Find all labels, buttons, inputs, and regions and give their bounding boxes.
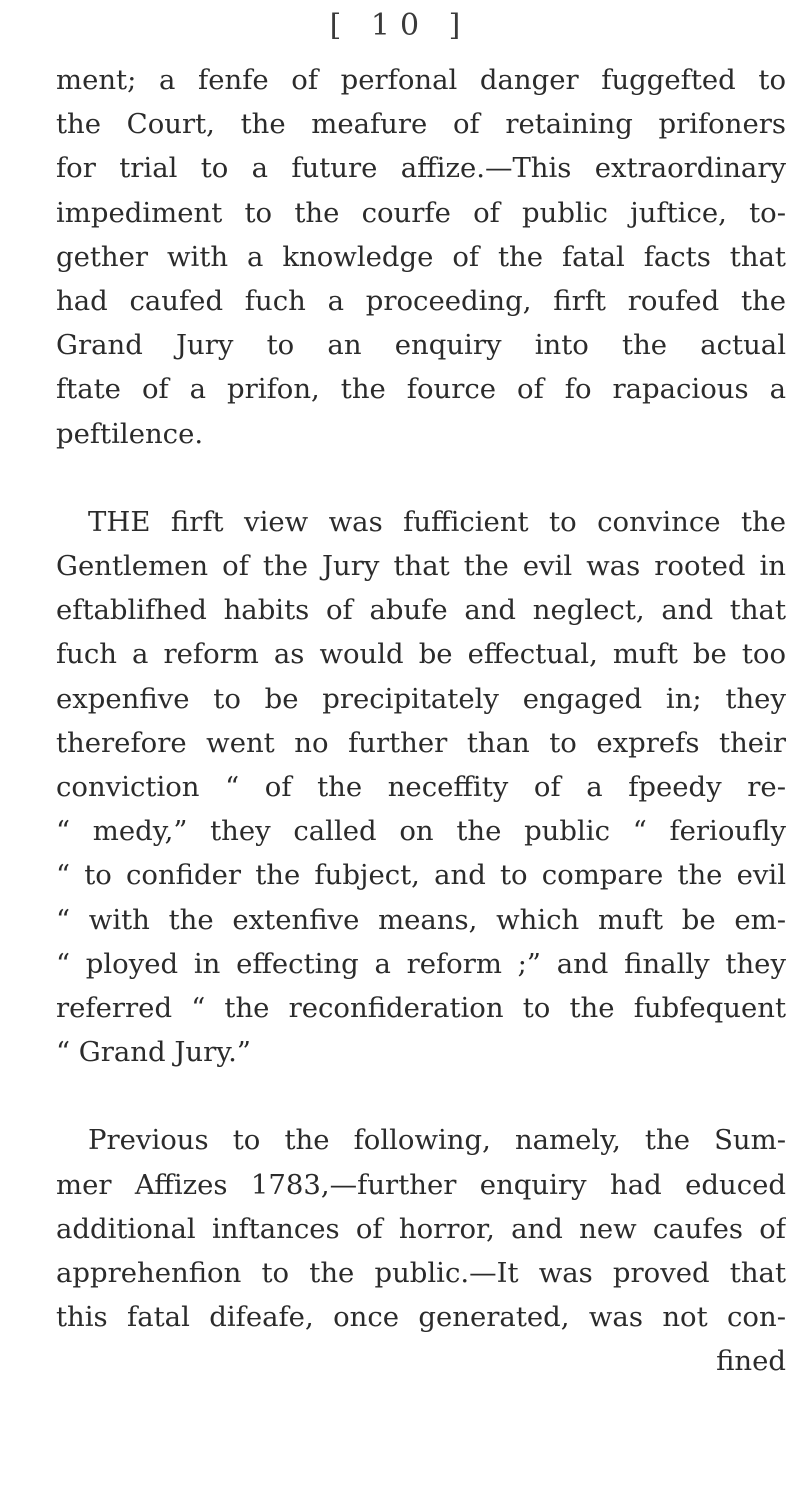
page-number: [ 10 ]	[329, 8, 471, 43]
body-text	[56, 58, 786, 1384]
text-line: expenfive to be precipitately engaged in; they	[56, 682, 786, 715]
text-line: ftate of a prifon, the fource of fo rapacious a	[56, 373, 786, 406]
text-line: had caufed fuch a proceeding, firft roufed the	[56, 285, 786, 318]
text-line: Gentlemen of the Jury that the evil was rooted in	[56, 550, 786, 583]
paragraph-2	[56, 500, 786, 1075]
text-line: gether with a knowledge of the fatal facts that	[56, 240, 786, 273]
text-line: “ Grand Jury.”	[56, 1036, 251, 1069]
text-line: eftablifhed habits of abufe and neglect, and that	[56, 594, 786, 627]
paragraph-1	[56, 58, 786, 456]
text-line: ment; a fenfe of perfonal danger fuggefted to	[56, 64, 786, 96]
text-line: for trial to a future affize.—This extraordinary	[56, 152, 786, 185]
text-line: “ medy,” they called on the public “ ferioufly	[56, 815, 786, 848]
text-line: conviction “ of the neceffity of a fpeedy re-	[56, 771, 786, 804]
text-line: THE firft view was fufficient to convince the	[88, 505, 786, 538]
text-line: fuch a reform as would be effectual, muft be too	[56, 638, 786, 671]
text-line: Previous to the following, namely, the Sum-	[88, 1124, 786, 1157]
text-line: Grand Jury to an enquiry into the actual	[56, 329, 786, 362]
text-line: impediment to the courfe of public juftice, to-	[56, 196, 786, 229]
text-line: mer Affizes 1783,—further enquiry had educed	[56, 1168, 786, 1201]
text-line: this fatal difeafe, once generated, was not con-	[56, 1301, 786, 1334]
text-line: peftilence.	[56, 417, 204, 450]
paragraph-spacer	[56, 1074, 786, 1118]
text-line: referred “ the reconfideration to the fubfequent	[56, 992, 786, 1025]
text-line: apprehenfion to the public.—It was proved that	[56, 1257, 786, 1290]
text-line: the Court, the meafure of retaining prifoners	[56, 108, 786, 141]
text-line: “ ployed in effecting a reform ;” and finally they	[56, 947, 786, 980]
text-line: “ with the extenfive means, which muft be em-	[56, 903, 786, 936]
paragraph-spacer	[56, 456, 786, 500]
text-line: additional inftances of horror, and new caufes of	[56, 1212, 786, 1245]
paragraph-3	[56, 1118, 786, 1383]
text-line: “ to confider the fubject, and to compare the evil	[56, 859, 786, 892]
catchword: fined	[716, 1345, 786, 1378]
text-line: therefore went no further than to exprefs their	[56, 726, 786, 759]
